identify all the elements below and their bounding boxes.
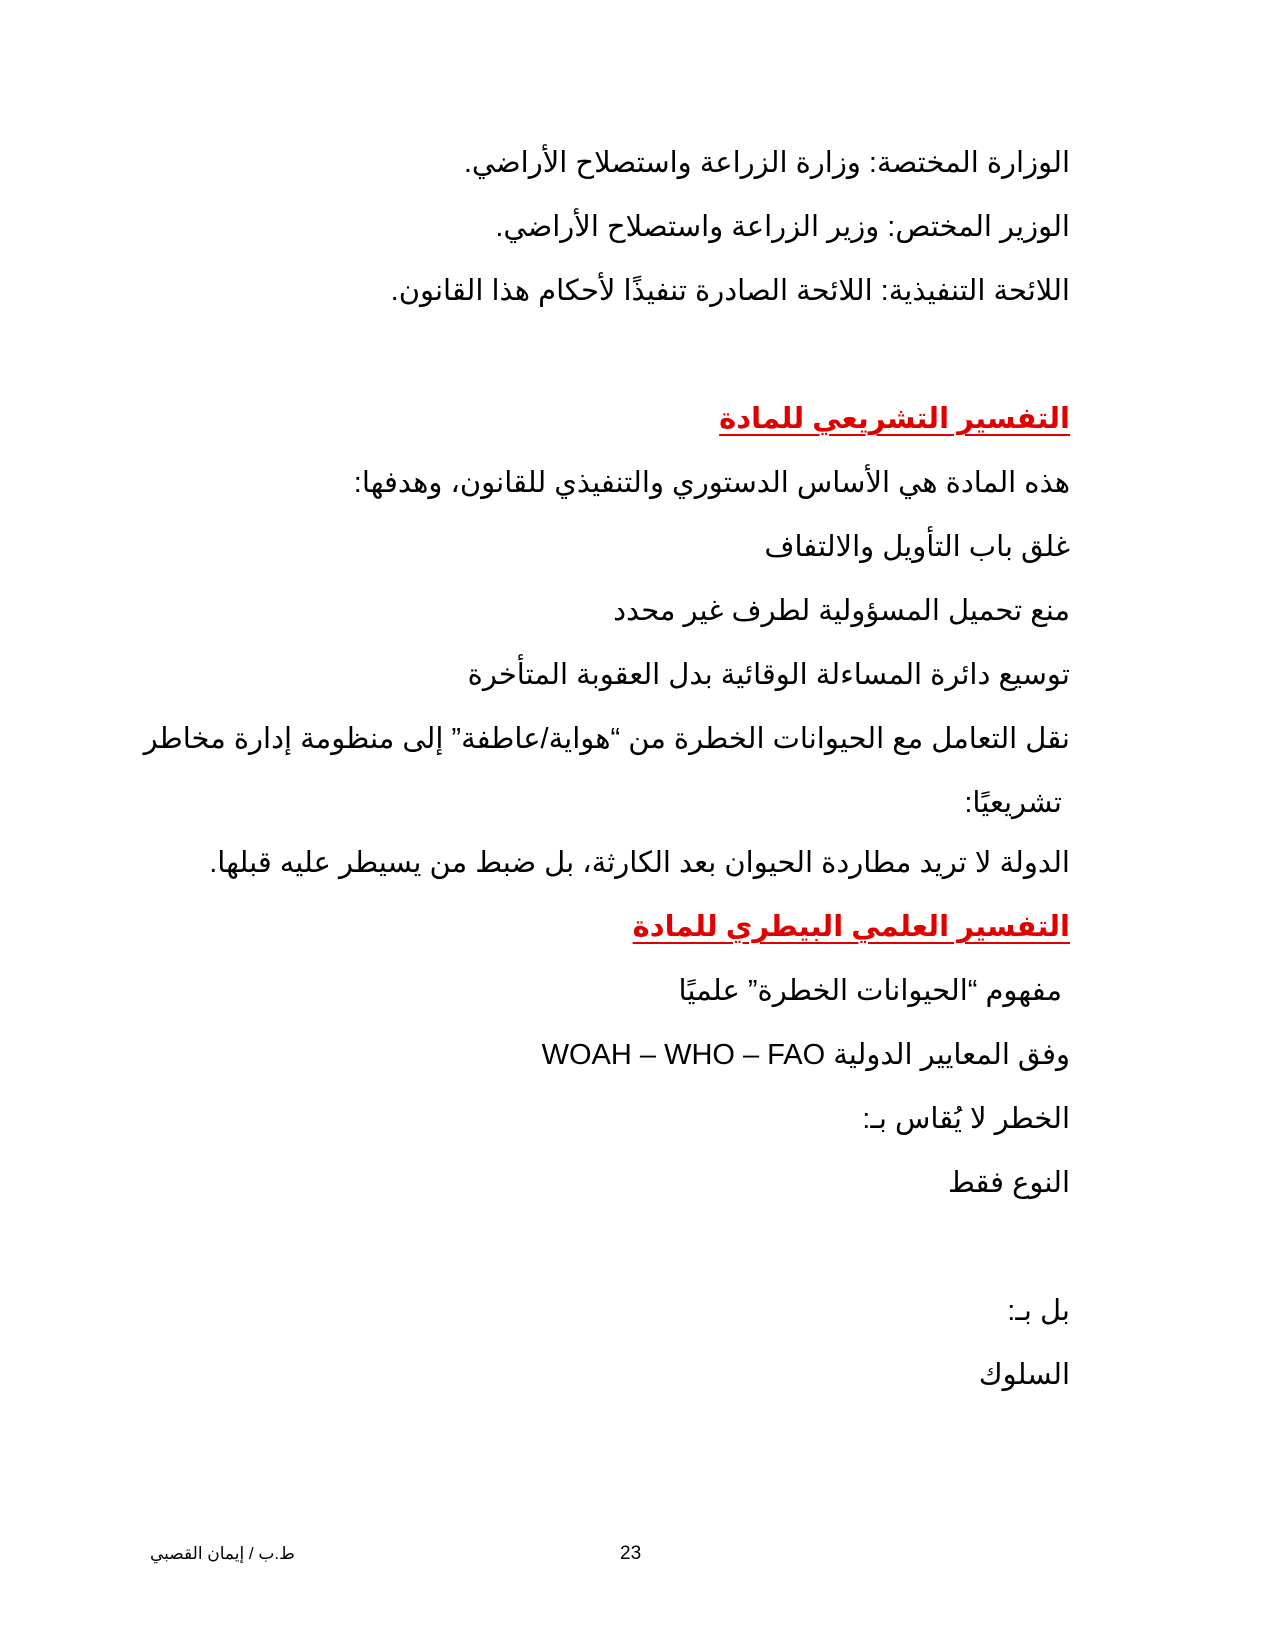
section1-subheading: تشريعيًا:: [964, 787, 1062, 819]
section1-item: منع تحميل المسؤولية لطرف غير محدد: [613, 595, 1070, 627]
section2-item: مفهوم “الحيوانات الخطرة” علميًا: [678, 975, 1062, 1007]
section2-item: السلوك: [978, 1359, 1070, 1391]
section2-item: الخطر لا يُقاس بـ:: [862, 1103, 1070, 1135]
legislative-interpretation-heading: التفسير التشريعي للمادة: [719, 403, 1070, 435]
veterinary-interpretation-heading: التفسير العلمي البيطري للمادة: [632, 911, 1070, 943]
definition-regulations: اللائحة التنفيذية: اللائحة الصادرة تنفيذًا لأحكام هذا القانون.: [390, 275, 1070, 307]
section1-conclusion: الدولة لا تريد مطاردة الحيوان بعد الكارثة، بل ضبط من يسيطر عليه قبلها.: [209, 847, 1070, 879]
definition-minister: الوزير المختص: وزير الزراعة واستصلاح الأراضي.: [495, 211, 1070, 243]
section1-intro: هذه المادة هي الأساس الدستوري والتنفيذي للقانون، وهدفها:: [353, 467, 1070, 499]
section1-item: توسيع دائرة المساءلة الوقائية بدل العقوبة المتأخرة: [467, 659, 1070, 691]
section2-item: بل بـ:: [1007, 1295, 1070, 1327]
section1-item: غلق باب التأويل والالتفاف: [764, 531, 1070, 563]
section2-item: وفق المعايير الدولية WOAH – WHO – FAO: [541, 1039, 1070, 1071]
page-number: 23: [620, 1543, 642, 1564]
definition-ministry: الوزارة المختصة: وزارة الزراعة واستصلاح الأراضي.: [463, 147, 1070, 179]
section2-item: النوع فقط: [947, 1167, 1070, 1199]
footer-author: ط.ب / إيمان القصبي: [150, 1544, 295, 1563]
section1-item: نقل التعامل مع الحيوانات الخطرة من “هواية/عاطفة” إلى منظومة إدارة مخاطر: [143, 723, 1070, 755]
